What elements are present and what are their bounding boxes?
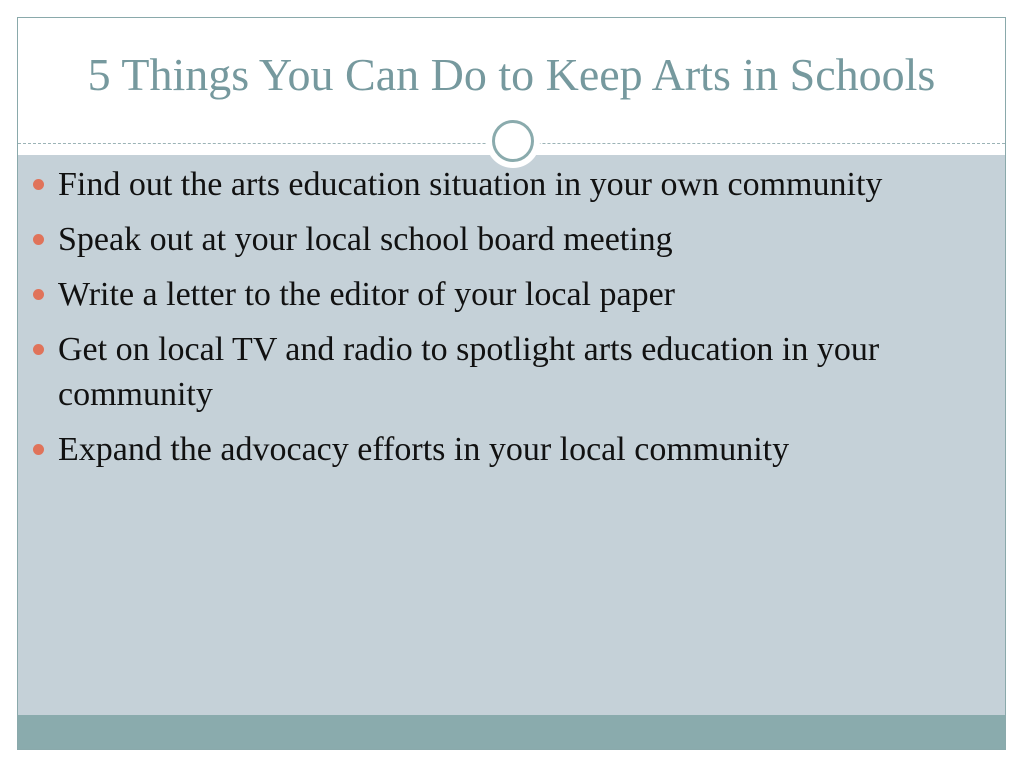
bullet-item [30, 427, 970, 472]
bullet-text: Find out the arts education situation in your own community [58, 166, 883, 203]
bullet-dot-icon [33, 179, 44, 190]
bullet-dot-icon [33, 289, 44, 300]
bullet-text: Expand the advocacy efforts in your local community [58, 431, 790, 468]
bullet-item [30, 217, 970, 262]
bullet-dot-icon [33, 444, 44, 455]
bullet-item [30, 162, 970, 207]
slide-title: 5 Things You Can Do to Keep Arts in Schools [87, 49, 936, 100]
bullet-dot-icon [33, 344, 44, 355]
bullet-text: Get on local TV and radio to spotlight arts education in your community [58, 331, 880, 413]
circle-ornament-icon [486, 114, 540, 168]
bullet-item [30, 272, 970, 317]
bullet-text: Write a letter to the editor of your local paper [58, 276, 675, 313]
bullet-text: Speak out at your local school board meeting [58, 221, 673, 258]
bullet-item [30, 327, 970, 417]
bullet-list [30, 162, 970, 482]
footer-band [18, 715, 1005, 750]
ornament-ring [492, 120, 534, 162]
bullet-dot-icon [33, 234, 44, 245]
